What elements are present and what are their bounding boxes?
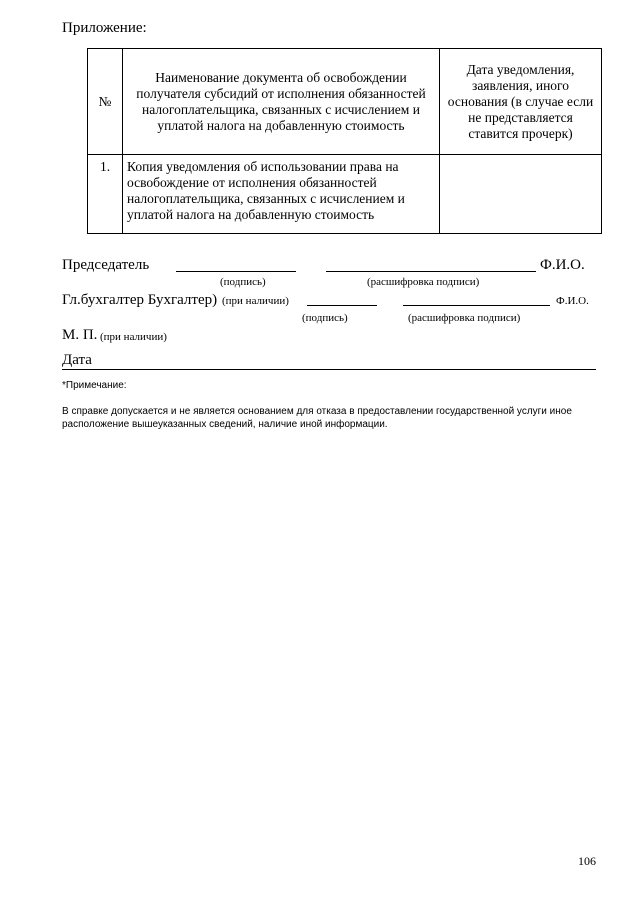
date-label: Дата [62,352,92,368]
chairman-fio-label: Ф.И.О. [540,257,585,273]
header-document-name: Наименование документа об освобождении получателя субсидий от исполнения обязанностей налогоплательщика, связанных с исчислением и уплатой налога на добавленную стоимость [123,49,440,155]
accountant-fio-label: Ф.И.О. [556,295,589,307]
table-header-row [88,49,602,155]
chairman-signature-line [176,271,296,272]
documents-table [87,48,602,234]
header-notification-date: Дата уведомления, заявления, иного основания (в случае если не представляется ставится прочерк) [440,49,602,155]
chairman-label: Председатель [62,257,150,273]
stamp-if-any: (при наличии) [100,331,167,343]
date-line [62,369,596,370]
row-number: 1. [88,155,123,234]
accountant-signature-line [307,305,377,306]
row-document-name: Копия уведомления об использовании права на освобождение от исполнения обязанностей налогоплательщика, связанных с исчислением и уплатой налога на добавленную стоимость [123,155,440,234]
note-title: *Примечание: [62,380,127,391]
stamp-label: М. П. [62,327,98,343]
appendix-title: Приложение: [62,20,147,36]
accountant-if-any: (при наличии) [222,295,289,307]
row-notification-date [440,155,602,234]
page-number: 106 [578,854,596,868]
accountant-decoding-caption: (расшифровка подписи) [408,312,521,324]
chairman-decoding-line [326,271,536,272]
chairman-decoding-caption: (расшифровка подписи) [367,276,480,288]
accountant-signature-caption: (подпись) [302,312,348,324]
accountant-decoding-line [403,305,550,306]
table-row [88,155,602,234]
header-number: № [88,49,123,155]
note-body: В справке допускается и не является основанием для отказа в предоставлении государственной услуги иное расположение вышеуказанных сведений, наличие иной информации. [62,406,572,430]
chairman-signature-caption: (подпись) [220,276,266,288]
accountant-label: Гл.бухгалтер Бухгалтер) [62,292,218,308]
